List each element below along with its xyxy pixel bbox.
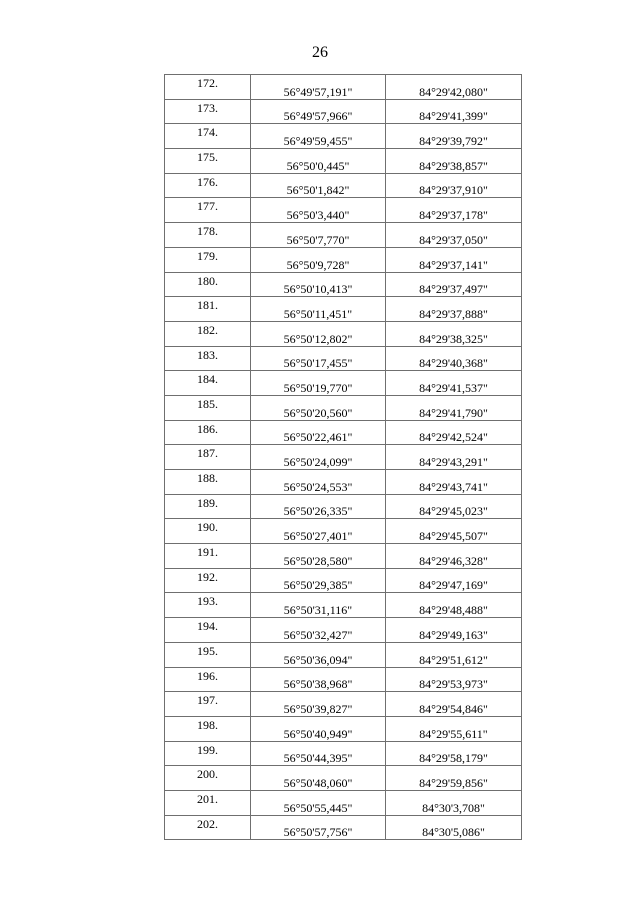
latitude-cell: 56°50'48,060" <box>251 766 386 791</box>
latitude-cell: 56°50'40,949" <box>251 716 386 741</box>
latitude-cell: 56°50'31,116" <box>251 593 386 618</box>
latitude-cell: 56°50'24,099" <box>251 445 386 470</box>
latitude-cell: 56°50'11,451" <box>251 297 386 322</box>
table-row <box>165 149 522 174</box>
longitude-cell: 84°29'37,888" <box>386 297 522 322</box>
latitude-cell: 56°50'7,770" <box>251 223 386 248</box>
table-row <box>165 198 522 223</box>
longitude-cell: 84°29'37,050" <box>386 223 522 248</box>
latitude-cell: 56°50'38,968" <box>251 667 386 692</box>
point-number-cell: 187. <box>165 445 251 470</box>
point-number-cell: 183. <box>165 346 251 371</box>
table-row <box>165 445 522 470</box>
longitude-cell: 84°29'49,163" <box>386 618 522 643</box>
table-row <box>165 667 522 692</box>
longitude-cell: 84°29'43,291" <box>386 445 522 470</box>
point-number-cell: 192. <box>165 568 251 593</box>
latitude-cell: 56°50'55,445" <box>251 790 386 815</box>
point-number-cell: 200. <box>165 766 251 791</box>
longitude-cell: 84°29'37,178" <box>386 198 522 223</box>
latitude-cell: 56°50'19,770" <box>251 371 386 396</box>
point-number-cell: 185. <box>165 395 251 420</box>
latitude-cell: 56°49'57,191" <box>251 75 386 100</box>
table-row <box>165 173 522 198</box>
latitude-cell: 56°50'44,395" <box>251 741 386 766</box>
longitude-cell: 84°29'58,179" <box>386 741 522 766</box>
table-row <box>165 618 522 643</box>
latitude-cell: 56°50'1,842" <box>251 173 386 198</box>
point-number-cell: 189. <box>165 494 251 519</box>
point-number-cell: 191. <box>165 544 251 569</box>
longitude-cell: 84°29'40,368" <box>386 346 522 371</box>
table-row <box>165 247 522 272</box>
longitude-cell: 84°29'46,328" <box>386 544 522 569</box>
point-number-cell: 177. <box>165 198 251 223</box>
latitude-cell: 56°50'39,827" <box>251 692 386 717</box>
longitude-cell: 84°29'37,141" <box>386 247 522 272</box>
longitude-cell: 84°29'41,399" <box>386 99 522 124</box>
point-number-cell: 190. <box>165 519 251 544</box>
latitude-cell: 56°50'27,401" <box>251 519 386 544</box>
latitude-cell: 56°50'3,440" <box>251 198 386 223</box>
table-row <box>165 741 522 766</box>
latitude-cell: 56°50'26,335" <box>251 494 386 519</box>
table-row <box>165 494 522 519</box>
longitude-cell: 84°29'39,792" <box>386 124 522 149</box>
longitude-cell: 84°29'45,507" <box>386 519 522 544</box>
table-row <box>165 716 522 741</box>
longitude-cell: 84°29'54,846" <box>386 692 522 717</box>
point-number-cell: 181. <box>165 297 251 322</box>
latitude-cell: 56°50'12,802" <box>251 321 386 346</box>
table-row <box>165 470 522 495</box>
table-row <box>165 297 522 322</box>
latitude-cell: 56°49'57,966" <box>251 99 386 124</box>
longitude-cell: 84°29'38,857" <box>386 149 522 174</box>
longitude-cell: 84°29'41,537" <box>386 371 522 396</box>
point-number-cell: 180. <box>165 272 251 297</box>
longitude-cell: 84°29'41,790" <box>386 395 522 420</box>
longitude-cell: 84°29'38,325" <box>386 321 522 346</box>
latitude-cell: 56°50'9,728" <box>251 247 386 272</box>
page-number: 26 <box>312 44 328 61</box>
latitude-cell: 56°50'57,756" <box>251 815 386 840</box>
point-number-cell: 176. <box>165 173 251 198</box>
table-row <box>165 371 522 396</box>
table-row <box>165 815 522 840</box>
point-number-cell: 179. <box>165 247 251 272</box>
point-number-cell: 186. <box>165 420 251 445</box>
table-row <box>165 321 522 346</box>
longitude-cell: 84°29'37,497" <box>386 272 522 297</box>
longitude-cell: 84°29'37,910" <box>386 173 522 198</box>
longitude-cell: 84°30'5,086" <box>386 815 522 840</box>
longitude-cell: 84°29'51,612" <box>386 642 522 667</box>
longitude-cell: 84°29'55,611" <box>386 716 522 741</box>
table-row <box>165 99 522 124</box>
point-number-cell: 193. <box>165 593 251 618</box>
longitude-cell: 84°29'42,080" <box>386 75 522 100</box>
table-row <box>165 568 522 593</box>
point-number-cell: 188. <box>165 470 251 495</box>
table-row <box>165 124 522 149</box>
table-row <box>165 544 522 569</box>
point-number-cell: 198. <box>165 716 251 741</box>
point-number-cell: 178. <box>165 223 251 248</box>
latitude-cell: 56°50'24,553" <box>251 470 386 495</box>
table-row <box>165 519 522 544</box>
longitude-cell: 84°29'43,741" <box>386 470 522 495</box>
point-number-cell: 175. <box>165 149 251 174</box>
point-number-cell: 172. <box>165 75 251 100</box>
point-number-cell: 197. <box>165 692 251 717</box>
table-row <box>165 75 522 100</box>
longitude-cell: 84°29'42,524" <box>386 420 522 445</box>
table-row <box>165 272 522 297</box>
latitude-cell: 56°50'32,427" <box>251 618 386 643</box>
table-row <box>165 223 522 248</box>
table-row <box>165 346 522 371</box>
longitude-cell: 84°29'45,023" <box>386 494 522 519</box>
latitude-cell: 56°50'20,560" <box>251 395 386 420</box>
point-number-cell: 201. <box>165 790 251 815</box>
latitude-cell: 56°50'29,385" <box>251 568 386 593</box>
longitude-cell: 84°29'48,488" <box>386 593 522 618</box>
table-row <box>165 642 522 667</box>
point-number-cell: 184. <box>165 371 251 396</box>
coordinates-table <box>164 74 522 840</box>
point-number-cell: 194. <box>165 618 251 643</box>
table-row <box>165 790 522 815</box>
point-number-cell: 196. <box>165 667 251 692</box>
point-number-cell: 182. <box>165 321 251 346</box>
table-row <box>165 395 522 420</box>
latitude-cell: 56°50'17,455" <box>251 346 386 371</box>
table-row <box>165 692 522 717</box>
table-row <box>165 766 522 791</box>
point-number-cell: 202. <box>165 815 251 840</box>
table-row <box>165 593 522 618</box>
point-number-cell: 173. <box>165 99 251 124</box>
longitude-cell: 84°29'53,973" <box>386 667 522 692</box>
point-number-cell: 174. <box>165 124 251 149</box>
latitude-cell: 56°50'10,413" <box>251 272 386 297</box>
longitude-cell: 84°29'47,169" <box>386 568 522 593</box>
table-row <box>165 420 522 445</box>
point-number-cell: 195. <box>165 642 251 667</box>
latitude-cell: 56°50'22,461" <box>251 420 386 445</box>
latitude-cell: 56°49'59,455" <box>251 124 386 149</box>
latitude-cell: 56°50'28,580" <box>251 544 386 569</box>
longitude-cell: 84°30'3,708" <box>386 790 522 815</box>
point-number-cell: 199. <box>165 741 251 766</box>
coordinates-table-body <box>165 75 522 840</box>
latitude-cell: 56°50'36,094" <box>251 642 386 667</box>
longitude-cell: 84°29'59,856" <box>386 766 522 791</box>
latitude-cell: 56°50'0,445" <box>251 149 386 174</box>
